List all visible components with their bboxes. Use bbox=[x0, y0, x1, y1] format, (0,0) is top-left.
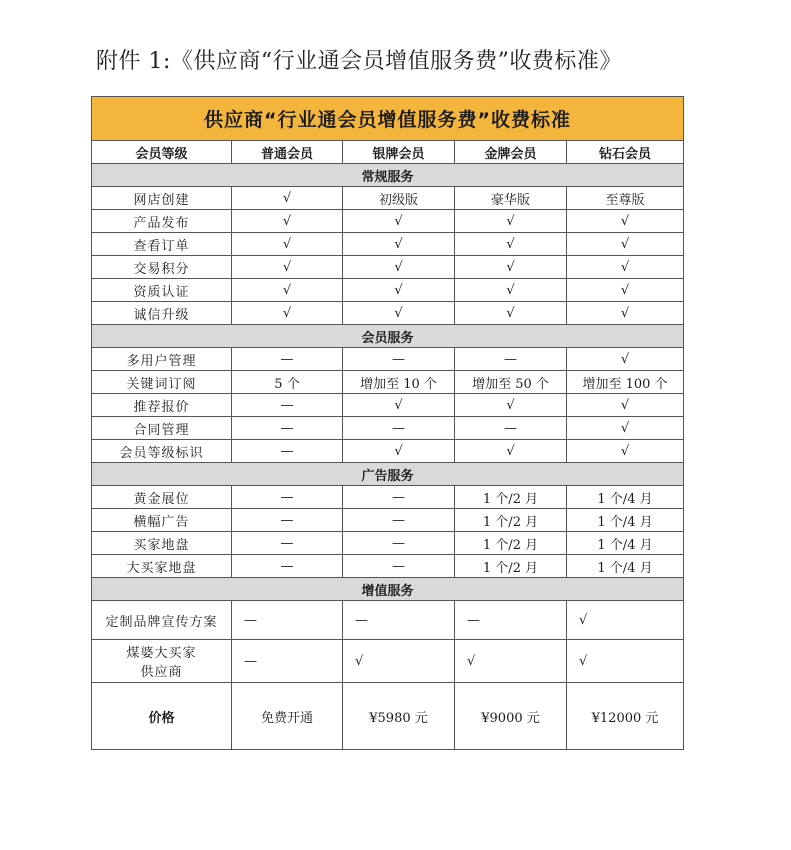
feature-cell: 交易积分 bbox=[92, 256, 232, 279]
section-title: 常规服务 bbox=[92, 164, 684, 187]
feature-line: 供应商 bbox=[140, 665, 183, 680]
value-cell: √ bbox=[455, 302, 567, 325]
price-label: 价格 bbox=[92, 683, 232, 750]
feature-cell: 合同管理 bbox=[92, 417, 232, 440]
value-cell: — bbox=[232, 348, 343, 371]
table-row bbox=[92, 394, 684, 417]
value-cell: √ bbox=[343, 440, 455, 463]
value-cell: — bbox=[343, 601, 455, 640]
value-cell: 5 个 bbox=[232, 371, 343, 394]
table-row bbox=[92, 348, 684, 371]
feature-cell: 关键词订阅 bbox=[92, 371, 232, 394]
value-cell: √ bbox=[567, 210, 684, 233]
value-cell: — bbox=[455, 601, 567, 640]
feature-cell: 黄金展位 bbox=[92, 486, 232, 509]
value-cell: — bbox=[232, 509, 343, 532]
value-cell: √ bbox=[232, 233, 343, 256]
section-title: 广告服务 bbox=[92, 463, 684, 486]
column-header: 普通会员 bbox=[232, 141, 343, 164]
value-cell: √ bbox=[343, 640, 455, 683]
value-cell: √ bbox=[567, 348, 684, 371]
value-cell: √ bbox=[455, 640, 567, 683]
table-row bbox=[92, 486, 684, 509]
value-cell: 增加至 10 个 bbox=[343, 371, 455, 394]
price-row bbox=[92, 683, 684, 750]
table-row bbox=[92, 279, 684, 302]
feature-cell: 推荐报价 bbox=[92, 394, 232, 417]
table-row bbox=[92, 210, 684, 233]
price-value: ¥12000 元 bbox=[567, 683, 684, 750]
feature-cell: 会员等级标识 bbox=[92, 440, 232, 463]
value-cell: √ bbox=[232, 302, 343, 325]
feature-cell: 网店创建 bbox=[92, 187, 232, 210]
value-cell: √ bbox=[343, 256, 455, 279]
value-cell: 增加至 100 个 bbox=[567, 371, 684, 394]
value-cell: — bbox=[232, 394, 343, 417]
value-cell: — bbox=[232, 601, 343, 640]
value-cell: — bbox=[232, 486, 343, 509]
table-row bbox=[92, 555, 684, 578]
fee-standard-table bbox=[91, 96, 684, 750]
value-cell: 1 个/4 月 bbox=[567, 555, 684, 578]
value-cell: — bbox=[232, 640, 343, 683]
price-value: 免费开通 bbox=[232, 683, 343, 750]
value-cell: √ bbox=[567, 440, 684, 463]
value-cell: √ bbox=[343, 233, 455, 256]
feature-cell: 定制品牌宣传方案 bbox=[92, 601, 232, 640]
value-cell: 初级版 bbox=[343, 187, 455, 210]
table-banner-title: 供应商“行业通会员增值服务费”收费标准 bbox=[92, 97, 684, 141]
table-row bbox=[92, 601, 684, 640]
value-cell: 1 个/2 月 bbox=[455, 532, 567, 555]
value-cell: — bbox=[343, 417, 455, 440]
value-cell: √ bbox=[567, 302, 684, 325]
price-value: ¥5980 元 bbox=[343, 683, 455, 750]
section-header-row bbox=[92, 164, 684, 187]
table-header-row bbox=[92, 141, 684, 164]
value-cell: 1 个/2 月 bbox=[455, 555, 567, 578]
section-header-row bbox=[92, 325, 684, 348]
value-cell: √ bbox=[455, 256, 567, 279]
value-cell: √ bbox=[567, 256, 684, 279]
value-cell: — bbox=[343, 509, 455, 532]
value-cell: √ bbox=[567, 601, 684, 640]
feature-line: 煤婆大买家 bbox=[126, 646, 197, 661]
price-value: ¥9000 元 bbox=[455, 683, 567, 750]
feature-cell: 查看订单 bbox=[92, 233, 232, 256]
document-title: 附件 1:《供应商“行业通会员增值服务费”收费标准》 bbox=[96, 49, 622, 74]
table-row bbox=[92, 440, 684, 463]
value-cell: 豪华版 bbox=[455, 187, 567, 210]
column-header: 钻石会员 bbox=[567, 141, 684, 164]
table-row bbox=[92, 509, 684, 532]
value-cell: √ bbox=[232, 210, 343, 233]
feature-cell: 产品发布 bbox=[92, 210, 232, 233]
value-cell: — bbox=[232, 417, 343, 440]
value-cell: — bbox=[455, 348, 567, 371]
value-cell: — bbox=[232, 440, 343, 463]
value-cell: — bbox=[343, 532, 455, 555]
value-cell: — bbox=[343, 486, 455, 509]
feature-cell: 买家地盘 bbox=[92, 532, 232, 555]
table-row bbox=[92, 640, 684, 683]
table-row bbox=[92, 233, 684, 256]
value-cell: 1 个/4 月 bbox=[567, 509, 684, 532]
value-cell: √ bbox=[567, 233, 684, 256]
value-cell: √ bbox=[343, 302, 455, 325]
value-cell: 1 个/2 月 bbox=[455, 509, 567, 532]
section-title: 会员服务 bbox=[92, 325, 684, 348]
section-header-row bbox=[92, 463, 684, 486]
table-row bbox=[92, 256, 684, 279]
column-header: 银牌会员 bbox=[343, 141, 455, 164]
value-cell: √ bbox=[343, 210, 455, 233]
value-cell: 1 个/4 月 bbox=[567, 486, 684, 509]
table-row bbox=[92, 371, 684, 394]
value-cell: √ bbox=[232, 187, 343, 210]
table-row bbox=[92, 302, 684, 325]
feature-cell: 横幅广告 bbox=[92, 509, 232, 532]
value-cell: — bbox=[232, 532, 343, 555]
value-cell: √ bbox=[455, 210, 567, 233]
value-cell: √ bbox=[455, 440, 567, 463]
section-header-row bbox=[92, 578, 684, 601]
value-cell: 增加至 50 个 bbox=[455, 371, 567, 394]
value-cell: 1 个/4 月 bbox=[567, 532, 684, 555]
value-cell: √ bbox=[455, 233, 567, 256]
value-cell: — bbox=[455, 417, 567, 440]
value-cell: — bbox=[343, 555, 455, 578]
feature-cell: 资质认证 bbox=[92, 279, 232, 302]
value-cell: — bbox=[343, 348, 455, 371]
feature-cell: 大买家地盘 bbox=[92, 555, 232, 578]
table-row bbox=[92, 187, 684, 210]
value-cell: √ bbox=[232, 279, 343, 302]
table-banner-row bbox=[92, 97, 684, 141]
value-cell: √ bbox=[343, 279, 455, 302]
value-cell: √ bbox=[455, 394, 567, 417]
value-cell: 至尊版 bbox=[567, 187, 684, 210]
value-cell: √ bbox=[232, 256, 343, 279]
value-cell: √ bbox=[567, 394, 684, 417]
value-cell: √ bbox=[343, 394, 455, 417]
feature-cell bbox=[92, 640, 232, 683]
column-header: 会员等级 bbox=[92, 141, 232, 164]
value-cell: √ bbox=[567, 640, 684, 683]
table-row bbox=[92, 532, 684, 555]
value-cell: √ bbox=[455, 279, 567, 302]
feature-cell: 诚信升级 bbox=[92, 302, 232, 325]
table-row bbox=[92, 417, 684, 440]
value-cell: 1 个/2 月 bbox=[455, 486, 567, 509]
column-header: 金牌会员 bbox=[455, 141, 567, 164]
value-cell: — bbox=[232, 555, 343, 578]
section-title: 增值服务 bbox=[92, 578, 684, 601]
value-cell: √ bbox=[567, 279, 684, 302]
value-cell: √ bbox=[567, 417, 684, 440]
feature-cell: 多用户管理 bbox=[92, 348, 232, 371]
